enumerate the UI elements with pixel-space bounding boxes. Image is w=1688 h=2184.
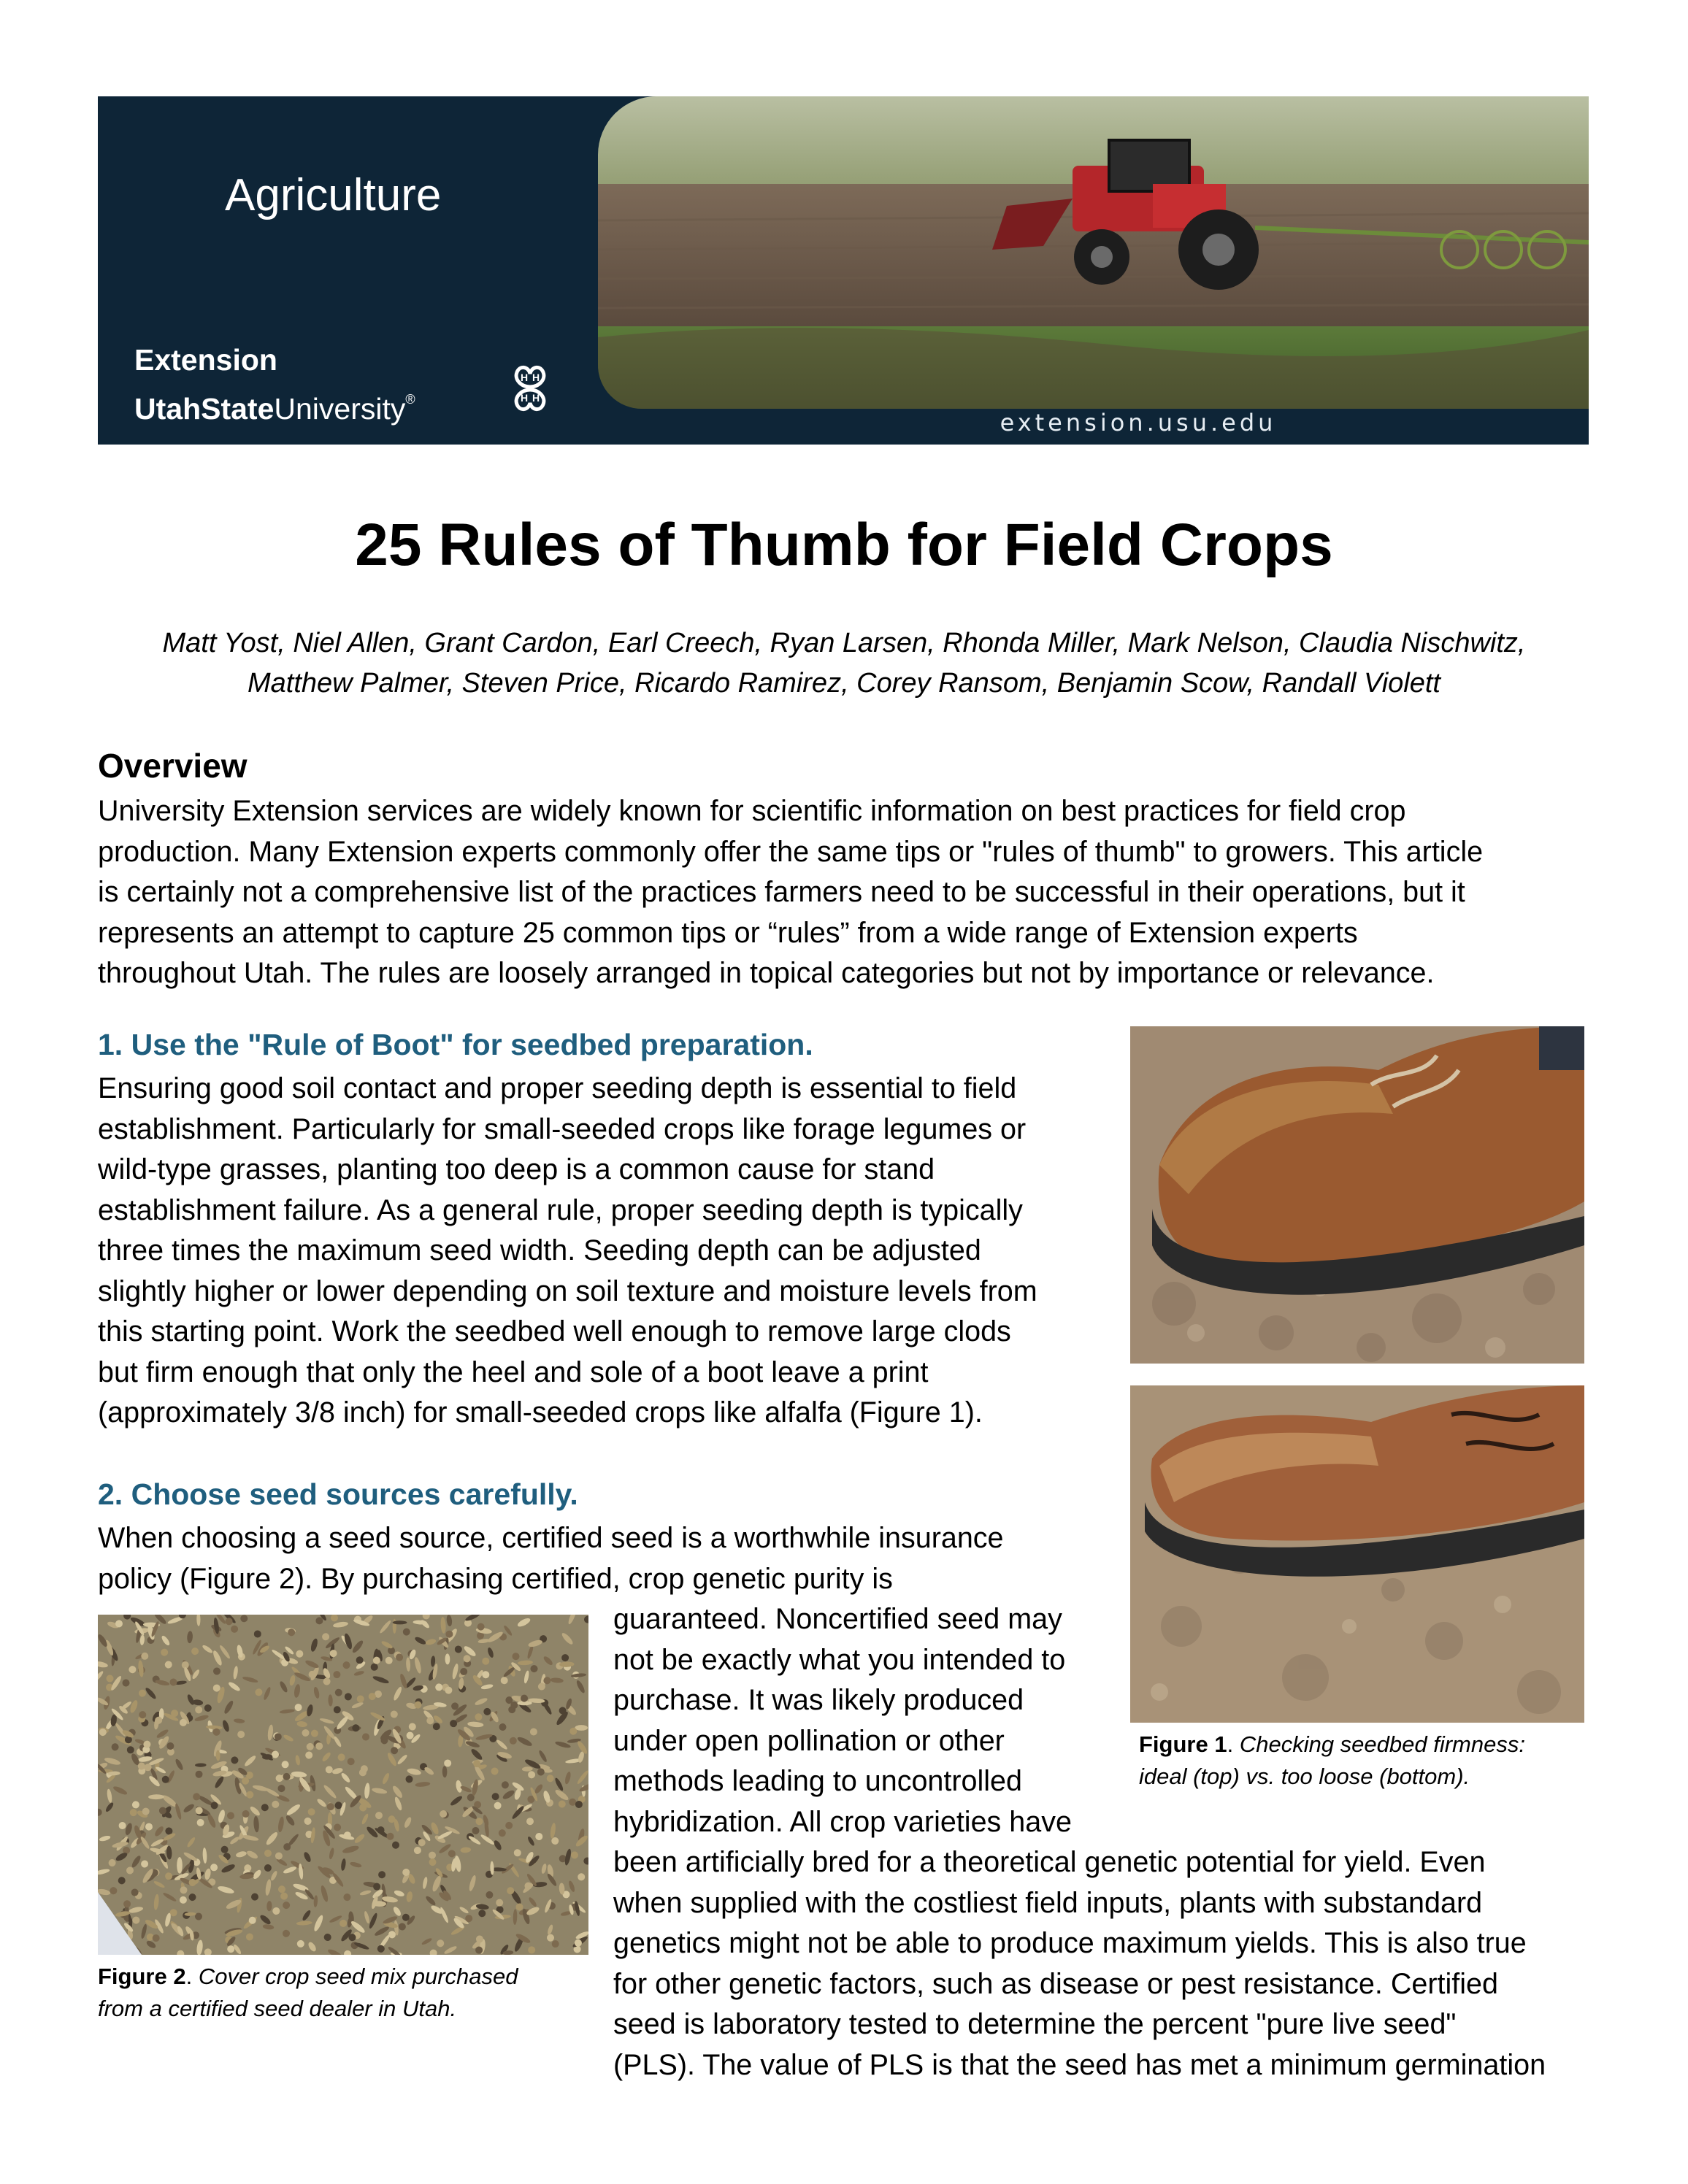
rule-2-line: policy (Figure 2). By purchasing certified, crop genetic purity is <box>98 1562 893 1595</box>
authors-line-2: Matthew Palmer, Steven Price, Ricardo Ramirez, Corey Ransom, Benjamin Scow, Randall Violett <box>248 668 1440 699</box>
seed-texture <box>177 1857 183 1874</box>
extension-label: Extension <box>134 343 277 377</box>
rule-1-line: wild-type grasses, planting too deep is a common cause for stand <box>98 1153 935 1185</box>
university-name-bold: UtahState <box>134 392 275 426</box>
svg-text:H: H <box>532 392 540 404</box>
figure-2-caption: Figure 2. Cover crop seed mix purchased from a certified seed dealer in Utah. <box>98 1964 518 2021</box>
rule-2-line: not be exactly what you intended to <box>613 1643 1066 1676</box>
rule-1-paragraph <box>98 1069 1037 1434</box>
department-title: Agriculture <box>225 170 442 220</box>
seed-texture <box>393 1620 407 1624</box>
rule-1-line: establishment failure. As a general rule, proper seeding depth is typically <box>98 1193 1023 1226</box>
seed-texture <box>482 1658 489 1665</box>
rule-2-line: been artificially bred for a theoretical genetic potential for yield. Even <box>613 1846 1486 1878</box>
figure-2-label: Figure 2 <box>98 1964 186 1989</box>
university-name-regular: University <box>274 392 406 426</box>
seed-texture <box>127 1746 134 1753</box>
figure-1-caption-line-1: Checking seedbed firmness: <box>1239 1731 1525 1757</box>
svg-text:H: H <box>520 372 529 383</box>
rule-2-line: under open pollination or other <box>613 1724 1005 1757</box>
svg-text:H: H <box>520 392 529 404</box>
university-logo: UtahStateUniversity® <box>134 392 415 426</box>
rule-1-line: slightly higher or lower depending on soil texture and moisture levels from <box>98 1274 1037 1307</box>
figure-1-caption: Figure 1. Checking seedbed firmness: ideal (top) vs. too loose (bottom). <box>1139 1731 1525 1789</box>
rule-2-line: (PLS). The value of PLS is that the seed has met a minimum germination <box>613 2048 1546 2081</box>
four-h-clover-icon <box>499 358 561 419</box>
seed-texture <box>283 1773 291 1780</box>
authors-line-1: Matt Yost, Niel Allen, Grant Cardon, Earl Creech, Ryan Larsen, Rhonda Miller, Mark Nelson, Claudia Nischwitz, <box>162 628 1526 658</box>
rule-1-line: establishment. Particularly for small-seeded crops like forage legumes or <box>98 1112 1027 1145</box>
page-title: 25 Rules of Thumb for Field Crops <box>355 512 1333 578</box>
figure-2-seed-photo <box>98 1615 588 1955</box>
header-banner <box>98 96 1589 445</box>
figure-1-caption-line-2: ideal (top) vs. too loose (bottom). <box>1139 1764 1470 1789</box>
rule-2-line: When choosing a seed source, certified seed is a worthwhile insurance <box>98 1522 1004 1554</box>
seed-texture <box>315 1617 323 1624</box>
figure-1-top-photo <box>1130 1026 1584 1364</box>
rule-1-line: but firm enough that only the heel and sole of a boot leave a print <box>98 1356 929 1388</box>
rule-2-line: purchase. It was likely produced <box>613 1684 1024 1716</box>
svg-text:H: H <box>532 372 540 383</box>
rule-2-line: when supplied with the costliest field inputs, plants with substandard <box>613 1886 1483 1919</box>
rule-2-wrap-text <box>613 1599 1546 2085</box>
rule-2-line: hybridization. All crop varieties have <box>613 1805 1072 1838</box>
rule-1-line: three times the maximum seed width. Seeding depth can be adjusted <box>98 1234 981 1266</box>
rule-1-heading: 1. Use the "Rule of Boot" for seedbed preparation. <box>98 1028 813 1061</box>
website-url: extension.usu.edu <box>1000 409 1277 437</box>
rule-1-line: this starting point. Work the seedbed well enough to remove large clods <box>98 1315 1011 1347</box>
rule-2-line: for other genetic factors, such as disease or pest resistance. Certified <box>613 1967 1498 2000</box>
rule-2-line: genetics might not be able to produce maximum yields. This is also true <box>613 1927 1527 1959</box>
overview-line: is certainly not a comprehensive list of the practices farmers need to be successful in their operations, but it <box>98 876 1465 908</box>
rule-2-intro <box>98 1518 1004 1599</box>
tractor-field-photo <box>598 96 1589 409</box>
rule-1-line: Ensuring good soil contact and proper seeding depth is essential to field <box>98 1072 1017 1104</box>
rule-2-heading: 2. Choose seed sources carefully. <box>98 1477 578 1511</box>
overview-line: throughout Utah. The rules are loosely arranged in topical categories but not by importance or relevance. <box>98 957 1435 989</box>
figure-2-caption-line-1: Cover crop seed mix purchased <box>198 1964 518 1989</box>
seed-texture <box>145 1764 152 1771</box>
seed-texture <box>575 1725 588 1731</box>
rule-2-line: methods leading to uncontrolled <box>613 1765 1022 1797</box>
figure-2-caption-line-2: from a certified seed dealer in Utah. <box>98 1996 457 2021</box>
rule-2-line: guaranteed. Noncertified seed may <box>613 1603 1062 1635</box>
overview-line: University Extension services are widely known for scientific information on best practices for field crop <box>98 795 1406 827</box>
rule-2-line: seed is laboratory tested to determine the percent "pure live seed" <box>613 2008 1457 2040</box>
overview-line: represents an attempt to capture 25 common tips or “rules” from a wide range of Extension experts <box>98 916 1358 949</box>
overview-paragraph <box>98 791 1483 994</box>
figure-1-label: Figure 1 <box>1139 1731 1227 1757</box>
rule-1-line: (approximately 3/8 inch) for small-seeded crops like alfalfa (Figure 1). <box>98 1396 983 1429</box>
overview-heading: Overview <box>98 747 248 785</box>
overview-line: production. Many Extension experts commonly offer the same tips or "rules of thumb" to growers. This article <box>98 835 1484 868</box>
